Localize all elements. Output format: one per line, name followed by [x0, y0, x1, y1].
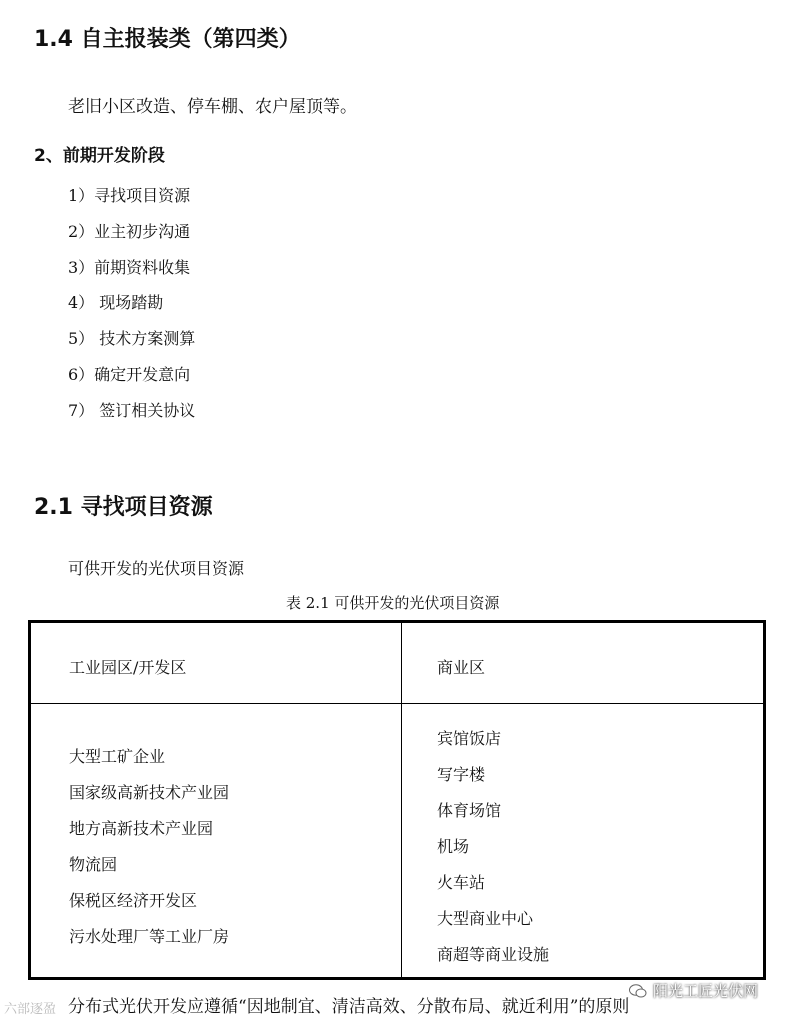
resource-table [28, 620, 766, 980]
section-2-1-heading: 2.1 寻找项目资源 [34, 495, 213, 520]
step-item: 6）确定开发意向 [68, 365, 191, 384]
section-1-4-heading: 1.4 自主报装类（第四类） [34, 27, 301, 52]
list-item: 宾馆饭店 [437, 729, 502, 748]
list-item: 大型商业中心 [437, 909, 534, 928]
column-divider [401, 623, 402, 977]
industrial-list [69, 747, 229, 963]
list-item: 污水处理厂等工业厂房 [69, 927, 230, 946]
step-item: 2）业主初步沟通 [68, 222, 191, 241]
list-item: 火车站 [437, 873, 486, 892]
list-item: 物流园 [69, 855, 118, 874]
list-item: 保税区经济开发区 [69, 891, 198, 910]
step-item: 7） 签订相关协议 [68, 401, 196, 420]
watermark-left: 六部逐盈 [4, 1002, 57, 1017]
list-item: 商超等商业设施 [437, 945, 550, 964]
table-header-commercial: 商业区 [437, 658, 486, 677]
section-1-4-description: 老旧小区改造、停车棚、农户屋顶等。 [68, 97, 357, 117]
step-item: 5） 技术方案测算 [68, 329, 196, 348]
table-header-industrial: 工业园区/开发区 [69, 658, 187, 677]
step-item: 1）寻找项目资源 [68, 186, 191, 205]
list-item: 写字楼 [437, 765, 486, 784]
footer-principle-text: 分布式光伏开发应遵循“因地制宜、清洁高效、分散布局、就近利用”的原则 [68, 997, 630, 1017]
list-item: 体育场馆 [437, 801, 502, 820]
table-caption: 表 2.1 可供开发的光伏项目资源 [286, 594, 500, 612]
list-item: 地方高新技术产业园 [69, 819, 214, 838]
step-item: 3）前期资料收集 [68, 258, 191, 277]
step-item: 4） 现场踏勘 [68, 293, 164, 312]
section-2-heading: 2、前期开发阶段 [34, 146, 165, 166]
resources-intro: 可供开发的光伏项目资源 [68, 559, 245, 578]
watermark-right-label: 阳光工匠光伏网 [652, 982, 758, 1000]
wechat-icon [629, 984, 647, 998]
list-item: 大型工矿企业 [69, 747, 166, 766]
list-item: 机场 [437, 837, 470, 856]
list-item: 国家级高新技术产业园 [69, 783, 230, 802]
row-divider [31, 703, 763, 704]
commercial-list [437, 729, 549, 981]
watermark-right [629, 980, 758, 1001]
